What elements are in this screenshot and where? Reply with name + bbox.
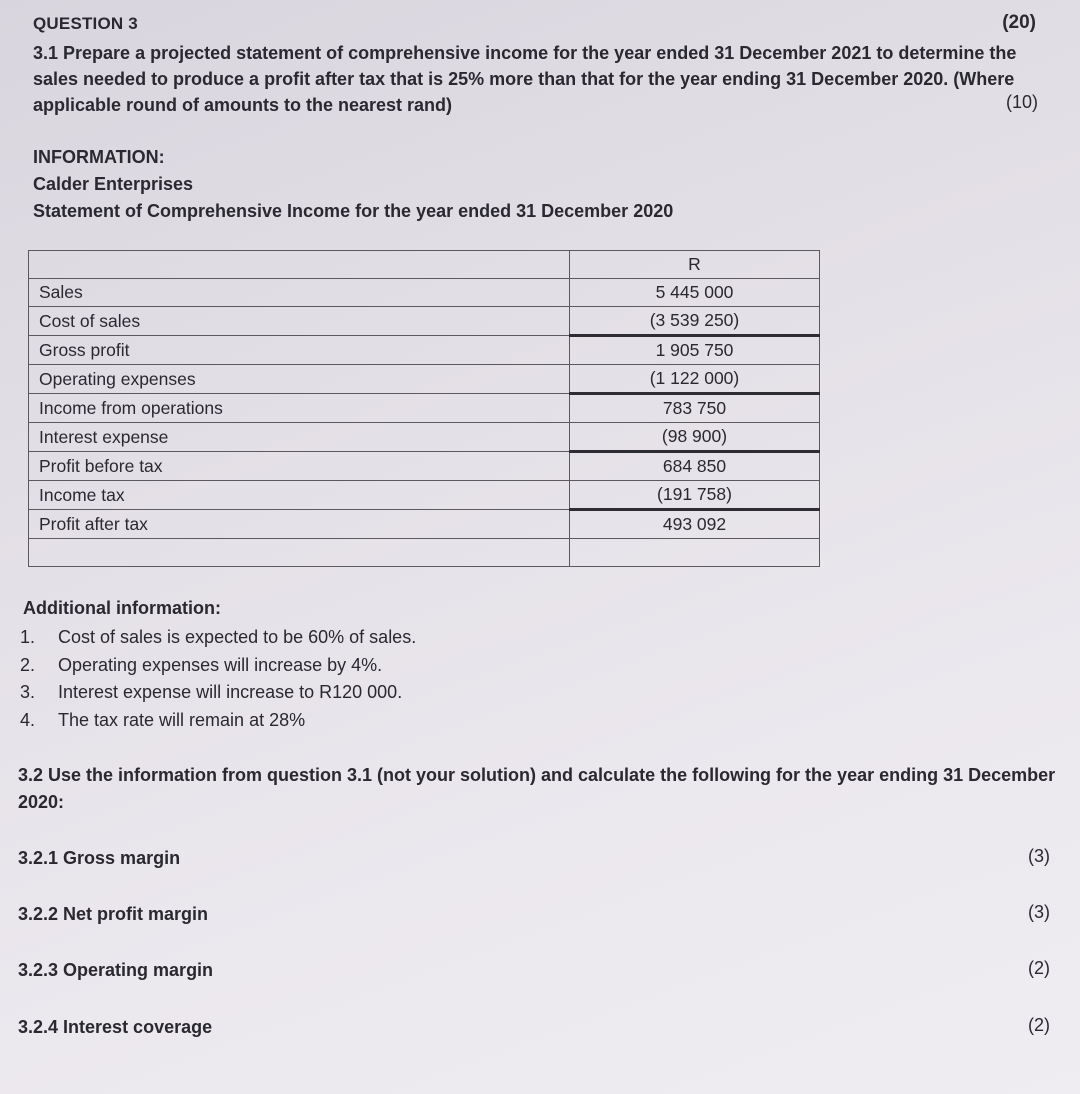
row-label: Interest expense xyxy=(29,423,570,452)
sub-question-interest-coverage: 3.2.4 Interest coverage xyxy=(18,1017,213,1037)
statement-title: Statement of Comprehensive Income for the year ended 31 December 2020 xyxy=(33,201,674,221)
list-item-text: The tax rate will remain at 28% xyxy=(58,709,306,730)
additional-info-list xyxy=(20,624,416,734)
table-row xyxy=(29,365,820,394)
sub-question-marks: (2) xyxy=(1028,958,1050,978)
row-amount: 5 445 000 xyxy=(570,279,820,307)
table-row xyxy=(29,481,820,510)
row-amount: 493 092 xyxy=(570,510,820,539)
list-item xyxy=(20,624,416,652)
row-amount: 783 750 xyxy=(570,394,820,423)
row-amount: 1 905 750 xyxy=(570,336,820,365)
list-item xyxy=(20,679,416,707)
empty-label-cell xyxy=(29,539,570,567)
sub-question-operating-margin: 3.2.3 Operating margin xyxy=(18,960,214,980)
empty-amount-cell xyxy=(570,539,820,567)
row-label: Sales xyxy=(29,279,570,307)
company-name: Calder Enterprises xyxy=(33,174,194,194)
row-label: Cost of sales xyxy=(29,307,570,336)
table-header-row xyxy=(29,251,820,279)
information-label: INFORMATION: xyxy=(33,147,165,167)
row-label: Income from operations xyxy=(29,394,570,423)
table-empty-row xyxy=(29,539,820,567)
list-item xyxy=(20,707,416,735)
table-row xyxy=(29,336,820,365)
list-item-number: 3. xyxy=(20,682,36,702)
information-block xyxy=(33,144,673,225)
list-item-text: Operating expenses will increase by 4%. xyxy=(58,654,383,675)
table-row xyxy=(29,279,820,307)
question-3-1-marks: (10) xyxy=(1005,92,1038,112)
row-label: Profit after tax xyxy=(29,510,570,539)
table-header-label-cell xyxy=(29,251,570,279)
row-label: Operating expenses xyxy=(29,365,570,394)
row-label: Gross profit xyxy=(29,336,570,365)
sub-question-gross-margin: 3.2.1 Gross margin xyxy=(18,848,181,868)
sub-question-marks: (3) xyxy=(1028,846,1050,866)
row-label: Profit before tax xyxy=(29,452,570,481)
row-label: Income tax xyxy=(29,481,570,510)
table-row xyxy=(29,394,820,423)
question-3-2-text: 3.2 Use the information from question 3.1 (not your solution) and calculate the following for the year ending 31 December 2020: xyxy=(18,765,1056,812)
question-total-marks: (20) xyxy=(1002,12,1036,33)
row-amount: (1 122 000) xyxy=(570,365,820,394)
list-item-number: 1. xyxy=(20,627,36,647)
list-item xyxy=(20,652,416,680)
row-amount: (191 758) xyxy=(570,481,820,510)
table-row xyxy=(29,423,820,452)
list-item-text: Interest expense will increase to R120 000. xyxy=(58,682,403,702)
row-amount: (98 900) xyxy=(570,423,820,452)
table-row xyxy=(29,307,820,336)
list-item-number: 2. xyxy=(20,654,36,675)
question-3-1-text: 3.1 Prepare a projected statement of comprehensive income for the year ended 31 December 2021 to determine the sales needed to produce a profit after tax that is 25% more than that for the year ending 31 December 2020. (Where applicable round of amounts to the nearest rand) xyxy=(33,43,1017,115)
list-item-number: 4. xyxy=(20,709,36,730)
list-item-text: Cost of sales is expected to be 60% of sales. xyxy=(58,627,417,647)
table-row xyxy=(29,510,820,539)
income-statement-table xyxy=(28,250,820,567)
sub-question-net-profit-margin: 3.2.2 Net profit margin xyxy=(18,904,209,924)
row-amount: 684 850 xyxy=(570,452,820,481)
table-row xyxy=(29,452,820,481)
row-amount: (3 539 250) xyxy=(570,307,820,336)
sub-question-marks: (2) xyxy=(1028,1015,1050,1035)
additional-info-title: Additional information: xyxy=(23,598,221,618)
currency-header: R xyxy=(570,251,820,279)
sub-question-marks: (3) xyxy=(1028,902,1050,922)
question-heading: QUESTION 3 xyxy=(33,14,138,33)
